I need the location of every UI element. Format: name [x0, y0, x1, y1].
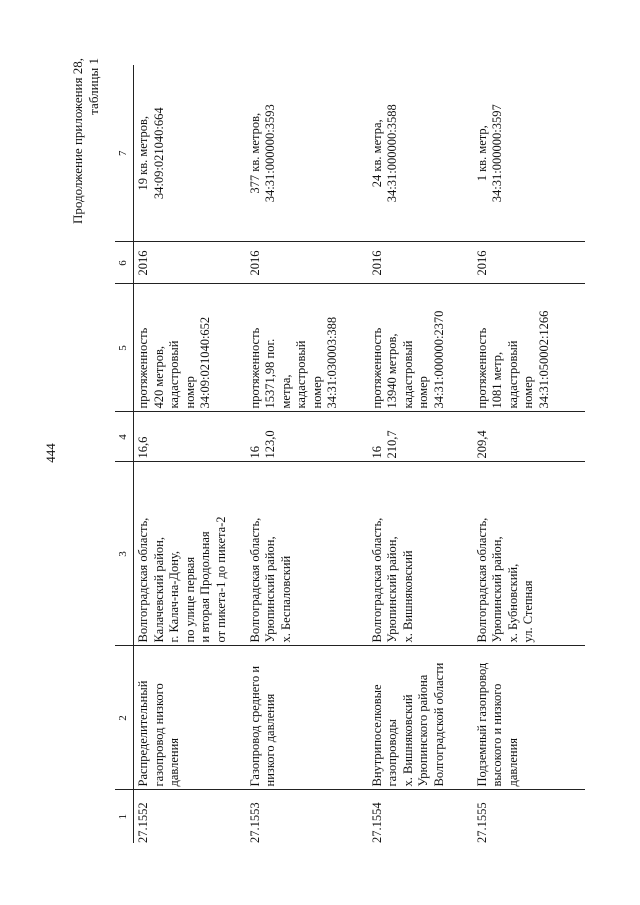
column-header-5: 5: [115, 284, 134, 412]
object-name: Подземный газопровод высокого и низкого давления: [473, 646, 585, 790]
object-land: 1 кв. метр, 34:31:000000:3597: [473, 65, 585, 242]
table-row: [368, 65, 473, 843]
object-value: 209,4: [473, 412, 585, 462]
object-length: протяженность 1081 метр, кадастровый номер 34:31:050002:1266: [473, 284, 585, 412]
row-number: 27.1553: [246, 790, 368, 843]
object-land: 24 кв. метра, 34:31:000000:3588: [368, 65, 473, 242]
column-header-4: 4: [115, 412, 134, 462]
object-year: 2016: [368, 242, 473, 284]
column-header-3: 3: [115, 462, 134, 646]
row-number: 27.1554: [368, 790, 473, 843]
object-address: Волгоградская область, Калачевский район, г. Калач-на-Дону, по улице первая и вторая Продольная от пикета-1 до пикета-2: [134, 462, 246, 646]
object-address: Волгоградская область, Урюпинский район, х. Бубновский, ул. Степная: [473, 462, 585, 646]
table-row: [246, 65, 368, 843]
object-name: Распределительный газопровод низкого давления: [134, 646, 246, 790]
object-value: 16,6: [134, 412, 246, 462]
caption-line-1: Продолжение приложения 28,: [70, 58, 85, 225]
object-value: 16 123,0: [246, 412, 368, 462]
page-number: 444: [43, 443, 58, 463]
caption-line-2: таблицы 1: [86, 58, 101, 115]
object-year: 2016: [246, 242, 368, 284]
object-length: протяженность 15371,98 пог. метра, кадастровый номер 34:31:030003:388: [246, 284, 368, 412]
object-year: 2016: [473, 242, 585, 284]
object-address: Волгоградская область, Урюпинский район, х. Беспаловский: [246, 462, 368, 646]
row-number: 27.1555: [473, 790, 585, 843]
object-year: 2016: [134, 242, 246, 284]
object-land: 377 кв. метров, 34:31:000000:3593: [246, 65, 368, 242]
objects-table: [115, 65, 585, 843]
object-length: протяженность 420 метров, кадастровый номер 34:09:021040:652: [134, 284, 246, 412]
header-row: [115, 65, 134, 843]
object-name: Внутрипоселковые газопроводы х. Вишняковский Урюпинского района Волгоградской области: [368, 646, 473, 790]
column-header-6: 6: [115, 242, 134, 284]
column-header-2: 2: [115, 646, 134, 790]
object-land: 19 кв. метров, 34:09:021040:664: [134, 65, 246, 242]
table-row: [134, 65, 246, 843]
table-caption: [70, 58, 102, 358]
object-value: 16 210,7: [368, 412, 473, 462]
column-header-7: 7: [115, 65, 134, 242]
table-row: [473, 65, 585, 843]
row-number: 27.1552: [134, 790, 246, 843]
object-name: Газопровод среднего и низкого давления: [246, 646, 368, 790]
object-address: Волгоградская область, Урюпинский район, х. Вишняковский: [368, 462, 473, 646]
object-length: протяженность 13940 метров, кадастровый номер 34:31:000000:2370: [368, 284, 473, 412]
column-header-1: 1: [115, 790, 134, 843]
